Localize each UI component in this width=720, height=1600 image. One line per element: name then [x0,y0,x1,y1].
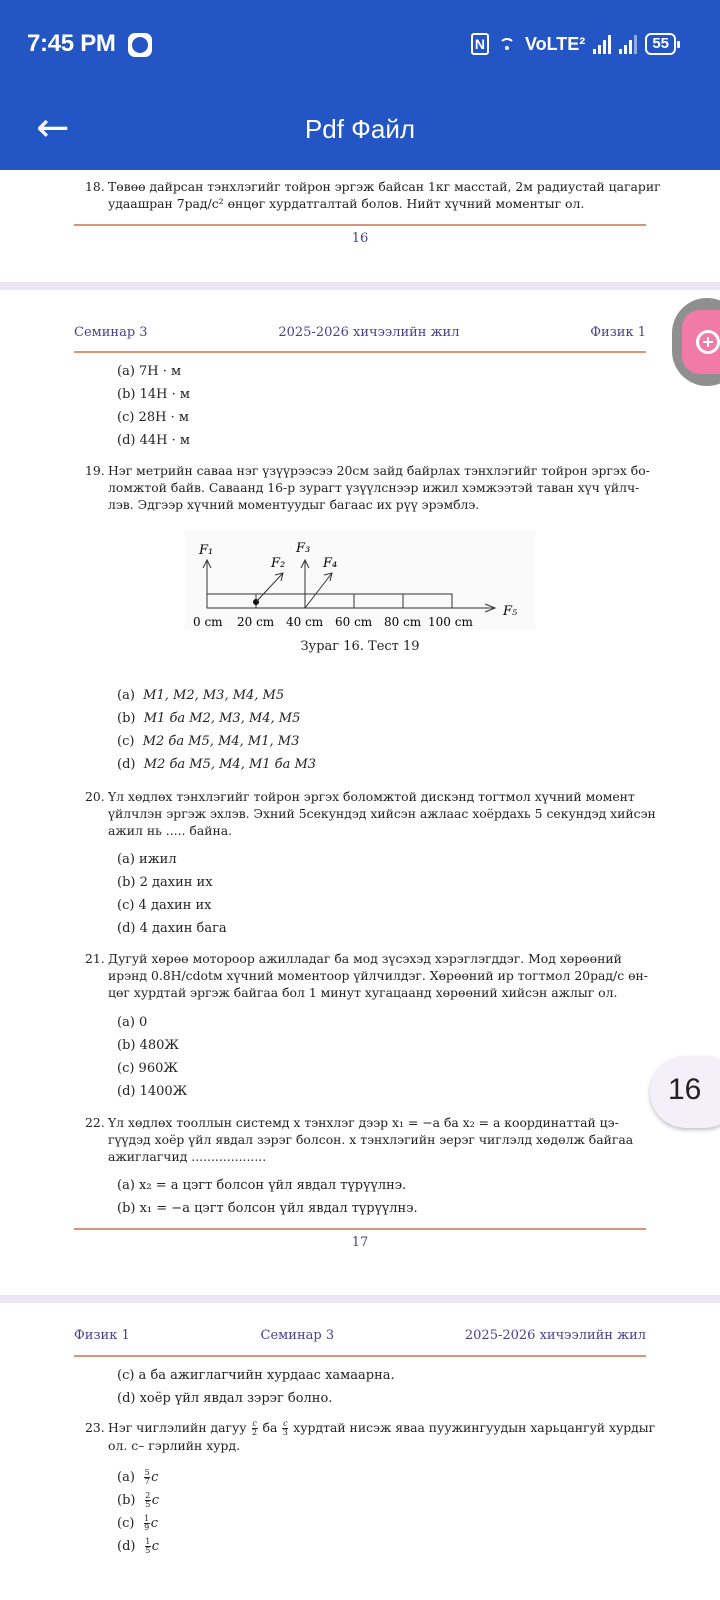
option: (d) $\frac{1}{5}$ c [117,1537,160,1555]
header-right: 2025-2026 хичээлийн жил [464,1328,646,1343]
option-fraction [145,1492,151,1509]
status-bar [0,0,720,90]
force-label-f4: F₄ [323,556,338,571]
option: (c) 4 дахин их [117,898,212,913]
question-number: 19. [85,463,105,478]
fraction-c-over-2: $\frac{c}{2}$ [252,1419,258,1437]
option [117,733,299,750]
force-label-f3: F₃ [296,541,311,556]
option: (c) $\frac{1}{9}$ c [117,1514,158,1532]
question-19 [74,462,650,513]
option: (a) x₂ = a цэгт болсон үйл явдал түрүүлнэ. [117,1178,407,1193]
option-text: M1 ба M2, M3, M4, M5 [143,711,301,726]
option: (c) 960Ж [117,1061,178,1076]
fraction-c-over-3: $\frac{c}{3}$ [282,1419,288,1437]
text-line: Нэг метрийн саваа нэг үзүүрээсээ 20см зайд байрлах тэнхлэгийг тойрон эргэх бо- [108,463,650,478]
header-right: Физик 1 [590,325,646,340]
tick-label: 60 cm [335,615,373,629]
option: (b) x₁ = −a цэгт болсон үйл явдал түрүүлнэ. [117,1201,418,1216]
text-line [108,1419,656,1437]
question-number: 22. [85,1115,105,1130]
text-line: ажиглагчид ................... [108,1149,267,1164]
pdf-page-17 [0,290,720,1295]
text-segment: хурдтай нисэж яваа пуужингуудын харьцангуй хурдыг [293,1420,656,1435]
force-label-f2: F₂ [271,556,286,571]
question-18 [74,178,661,212]
figure-caption: Зураг 16. Тест 19 [300,639,420,654]
fab-inner[interactable] [682,310,720,374]
page-number: 17 [351,1235,369,1250]
option: (a) $\frac{5}{7}$ c [117,1468,159,1486]
option-fraction [144,1515,150,1532]
denominator: 7 [144,1477,150,1486]
figure-16 [185,522,535,630]
question-20 [74,788,656,839]
option-label: (c) [117,1516,135,1531]
numerator: 2 [145,1491,151,1500]
page-indicator-number: 16 [668,1073,702,1106]
option: (b) $\frac{2}{5}$ c [117,1491,160,1509]
tick-label: 20 cm [237,615,275,629]
option-text: M2 ба M5, M4, M1 ба M3 [143,757,317,772]
option-text: M2 ба M5, M4, M1, M3 [142,734,300,749]
text-line: гүүдэд хоёр үйл явдал зэрэг болсон. x тэнхлэгийн эерэг чиглэлд хөдөлж байгаа [108,1132,634,1147]
text-line: үйлчлэн эргэж эхлэв. Эхний 5секундэд хийсэн ажлаас хоёрдахь 5 секундэд хийсэн [108,806,656,821]
header-rule [74,1355,646,1357]
page-number: 16 [351,231,369,246]
messenger-icon [128,33,152,57]
text-segment: ба [262,1420,278,1435]
header-left: Физик 1 [74,1328,130,1343]
text-segment: Нэг чиглэлийн дагуу [108,1420,247,1435]
text-line: ломжтой байв. Саваанд 16-р зурагт үзүүлснээр ижил хэмжээтэй таван хүч үйлч- [108,480,640,495]
footer-rule [74,224,646,226]
option-label: (b) [117,711,136,726]
option [117,687,284,704]
header-rule [74,351,646,353]
app-bar [0,90,720,170]
signal-icon-2 [619,34,637,54]
force-label-f1: F₁ [199,543,214,558]
text-line: Үл хөдлөх тооллын системд x тэнхлэг дээр x₁ = −a ба x₂ = a координаттай цэ- [108,1115,619,1130]
header-left: Семинар 3 [74,325,148,340]
denominator: 9 [144,1523,150,1532]
volte-label: VoLTE² [524,33,586,54]
floating-action-button[interactable] [672,298,720,386]
option: (c) 28Н · м [117,410,189,425]
header-center: 2025-2026 хичээлийн жил [278,325,460,340]
option-label: (d) [117,757,136,772]
text-line: удаашран 7рад/с² өнцөг хурдатгалтай болов. Нийт хүчний моментыг ол. [108,196,585,211]
option-label: (a) [117,688,135,703]
denominator: 5 [145,1500,151,1509]
footer-rule [74,1228,646,1230]
question-text [108,1114,646,1165]
question-text [108,462,650,513]
option-label: (b) [117,1493,136,1508]
text-line: ажил нь ..... байна. [108,823,233,838]
question-21 [74,950,646,1001]
option [117,756,316,773]
option-text: M1, M2, M3, M4, M5 [143,688,285,703]
option-label: (a) [117,1470,135,1485]
page-gap [0,1295,720,1303]
tick-label: 40 cm [286,615,324,629]
page-indicator[interactable] [650,1056,720,1128]
question-text [108,788,656,839]
pdf-page-18 [0,1303,720,1600]
option: (a) 7Н · м [117,364,182,379]
option: (d) 1400Ж [117,1084,188,1099]
option-label: (c) [117,734,135,749]
denominator: 5 [145,1546,151,1555]
numerator: 1 [145,1537,151,1546]
option: (a) ижил [117,852,177,867]
page-header [74,1327,646,1344]
nfc-icon: N [471,33,489,55]
pdf-page-16 [0,170,720,282]
header-center: Семинар 3 [260,1328,335,1343]
app-title: Pdf Файл [304,114,416,144]
wifi-icon [497,36,517,52]
force-label-f5: F₅ [503,604,518,619]
text-line: Үл хөдлөх тэнхлэгийг тойрон эргэх боломжтой дискэнд тогтмол хүчний момент [108,789,635,804]
option-label: (d) [117,1539,136,1554]
battery-icon: 55 [645,33,676,55]
option-fraction [144,1469,150,1486]
text-line: лэв. Эдгээр хүчний моментуудыг багаас их рүү эрэмблэ. [108,497,480,512]
question-number: 23. [85,1420,105,1435]
numerator: 1 [144,1514,150,1523]
option: (d) 4 дахин бага [117,921,227,936]
system-icons [471,33,676,55]
option: (d) 44Н · м [117,433,190,448]
option: (d) хоёр үйл явдал зэрэг болно. [117,1391,333,1406]
question-22 [74,1114,646,1165]
option: (b) 14Н · м [117,387,190,402]
question-text [108,1419,656,1454]
question-number: 21. [85,951,105,966]
arrow-left-icon[interactable]: ← [36,105,70,151]
page-header [74,324,646,341]
tick-label: 80 cm [384,615,422,629]
numerator: 5 [144,1468,150,1477]
option: (a) 0 [117,1015,148,1030]
option: (b) 480Ж [117,1038,180,1053]
question-number: 18. [85,179,105,194]
option: (b) 2 дахин их [117,875,213,890]
tick-label: 0 cm [193,615,223,629]
question-number: 20. [85,789,105,804]
option-fraction [145,1538,151,1555]
option [117,710,300,727]
status-time: 7:45 PM [27,30,116,57]
text-line: ирэнд 0.8Н/cdotм хүчний моментоор үйлчилдэг. Хөрөөний ир тогтмол 20рад/с өн- [108,968,648,983]
signal-icon [593,34,611,54]
question-text [108,178,661,212]
plus-circle-icon[interactable] [696,330,720,354]
text-line: ол. c– гэрлийн хурд. [108,1438,241,1453]
question-text [108,950,646,1001]
option: (c) a ба ажиглагчийн хурдаас хамаарна. [117,1368,395,1383]
page-gap [0,282,720,290]
text-line: Төвөө дайрсан тэнхлэгийг тойрон эргэж байсан 1кг масстай, 2м радиустай цагариг [108,179,661,194]
tick-label: 100 cm [428,615,473,629]
text-line: цөг хурдтай эргэж байгаа бол 1 минут хугацаанд хөрөөний хийсэн ажлыг ол. [108,985,618,1000]
question-23 [74,1419,656,1454]
text-line: Дугуй хөрөө мотороор ажилладаг ба мод зүсэхэд хэрэглэгддэг. Мод хөрөөний [108,951,622,966]
